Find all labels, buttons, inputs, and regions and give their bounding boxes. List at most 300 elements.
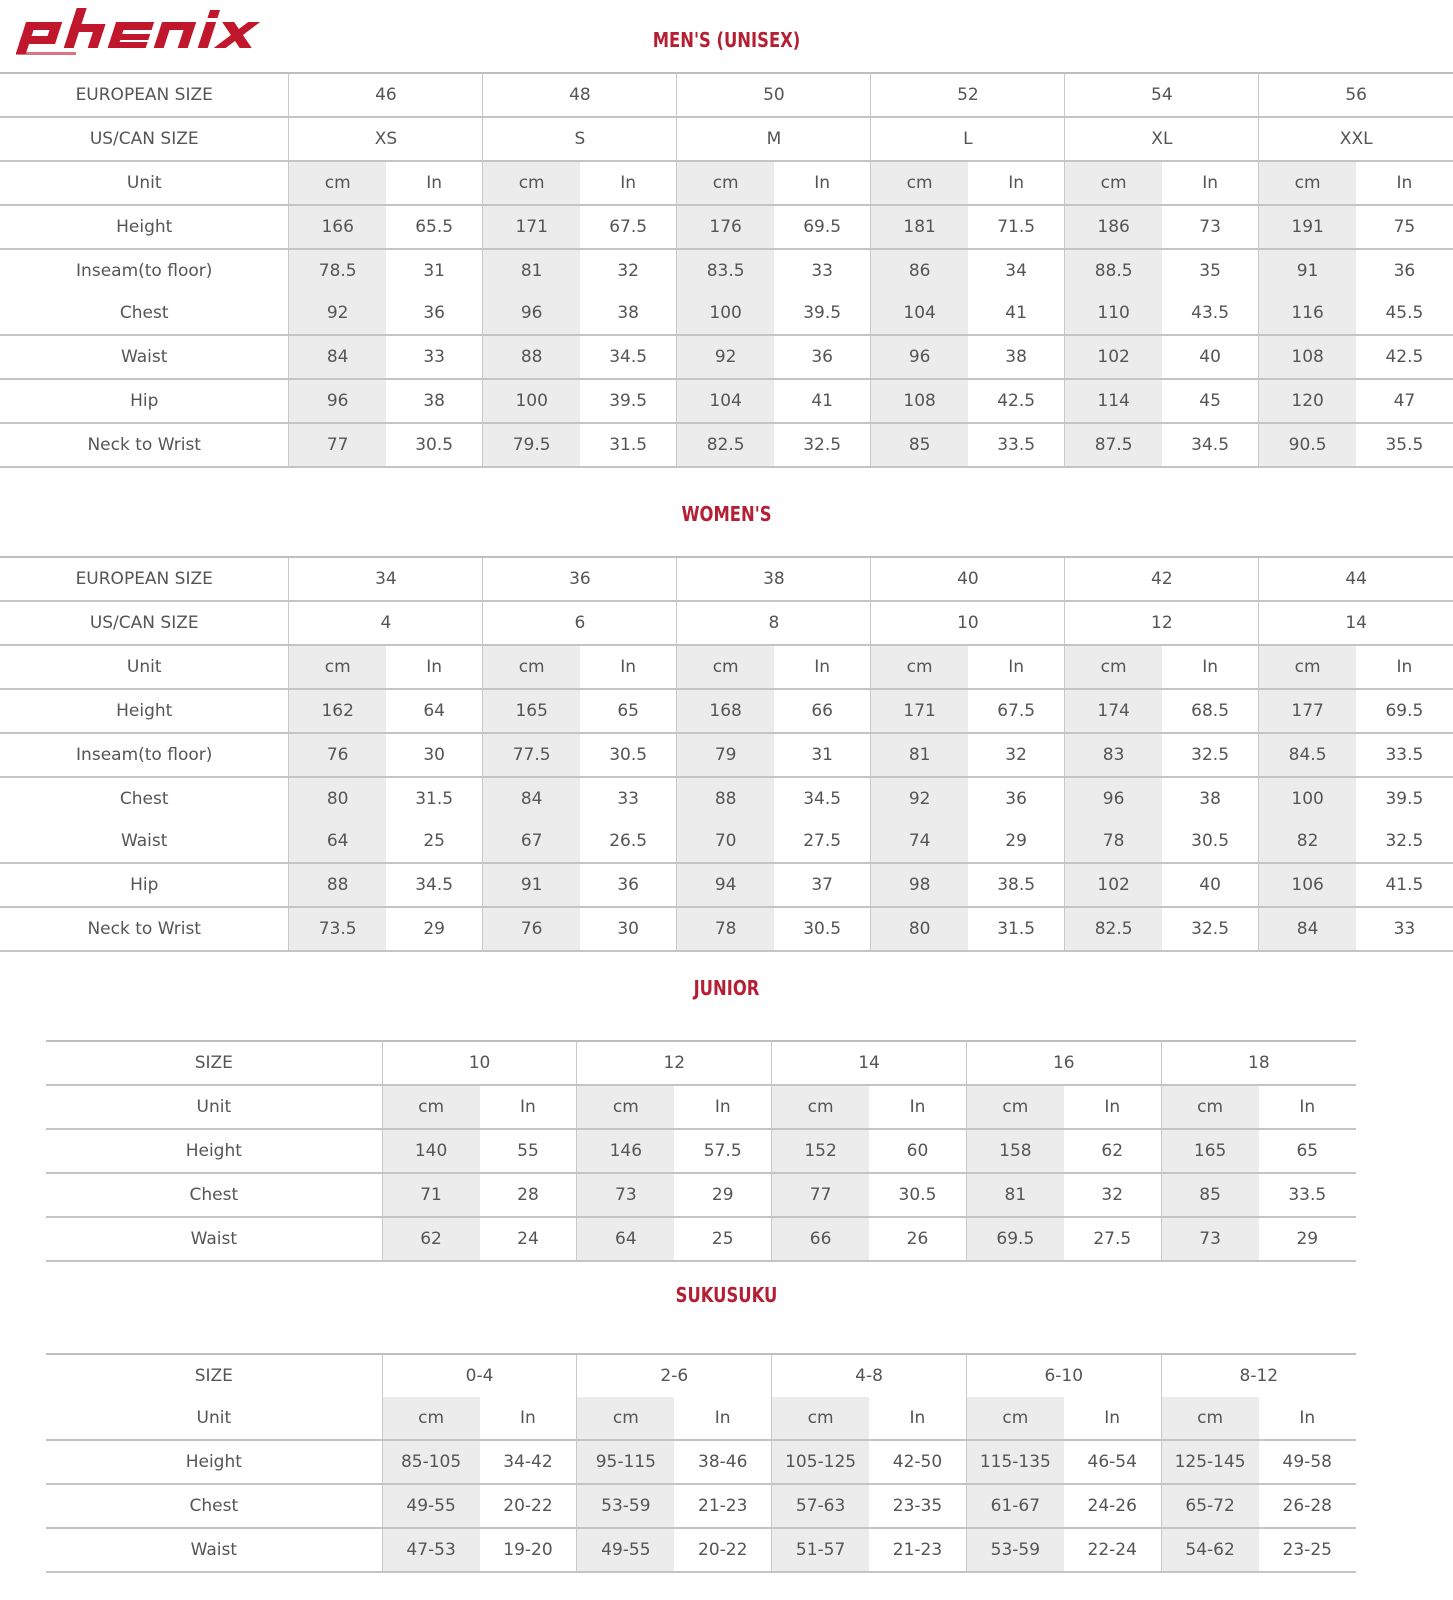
value-cm: 181 (871, 205, 968, 249)
value-in: 39.5 (774, 292, 871, 335)
row-label: Unit (0, 645, 289, 689)
value-cm: 73.5 (289, 907, 386, 951)
size-value: 44 (1259, 557, 1453, 601)
size-header-row (0, 73, 1453, 117)
value-cm: 54-62 (1161, 1528, 1258, 1572)
size-value: 12 (577, 1041, 772, 1085)
value-cm: 106 (1259, 863, 1356, 907)
unit-cm: cm (1161, 1397, 1258, 1440)
value-in: 32 (580, 249, 677, 292)
unit-cm: cm (871, 645, 968, 689)
row-label: Unit (46, 1085, 382, 1129)
value-in: 30 (386, 733, 483, 777)
value-in: 23-25 (1259, 1528, 1356, 1572)
value-cm: 96 (871, 335, 968, 379)
size-value: 8 (677, 601, 871, 645)
unit-cm: cm (1161, 1085, 1258, 1129)
value-in: 42.5 (1356, 335, 1453, 379)
unit-cm: cm (289, 161, 386, 205)
value-in: 29 (386, 907, 483, 951)
value-in: 29 (968, 820, 1065, 863)
value-cm: 78.5 (289, 249, 386, 292)
value-in: 33.5 (968, 423, 1065, 467)
value-in: 20-22 (674, 1528, 771, 1572)
row-label: Waist (0, 335, 289, 379)
unit-cm: cm (966, 1397, 1063, 1440)
value-in: 67.5 (968, 689, 1065, 733)
value-cm: 165 (1161, 1129, 1258, 1173)
value-in: 45 (1162, 379, 1259, 423)
row-label: Height (46, 1440, 382, 1484)
size-value: 16 (966, 1041, 1161, 1085)
row-label: Neck to Wrist (0, 907, 289, 951)
value-cm: 74 (871, 820, 968, 863)
value-cm: 83.5 (677, 249, 774, 292)
unit-cm: cm (483, 645, 580, 689)
junior-size-table (46, 1040, 1356, 1262)
value-in: 33 (580, 777, 677, 820)
value-cm: 78 (677, 907, 774, 951)
row-label: EUROPEAN SIZE (0, 73, 289, 117)
measurement-row (0, 379, 1453, 423)
value-cm: 86 (871, 249, 968, 292)
value-cm: 71 (382, 1173, 479, 1217)
unit-cm: cm (966, 1085, 1063, 1129)
size-header-row (46, 1041, 1356, 1085)
value-in: 27.5 (774, 820, 871, 863)
value-in: 30.5 (386, 423, 483, 467)
value-cm: 57-63 (772, 1484, 869, 1528)
value-in: 55 (480, 1129, 577, 1173)
row-label: Unit (46, 1397, 382, 1440)
size-header-row (0, 601, 1453, 645)
value-in: 24 (480, 1217, 577, 1261)
value-cm: 84 (483, 777, 580, 820)
value-in: 36 (386, 292, 483, 335)
value-in: 71.5 (968, 205, 1065, 249)
value-in: 38 (580, 292, 677, 335)
value-in: 42.5 (968, 379, 1065, 423)
measurement-row (46, 1217, 1356, 1261)
unit-in: In (674, 1397, 771, 1440)
value-cm: 158 (966, 1129, 1063, 1173)
value-in: 41 (774, 379, 871, 423)
value-in: 21-23 (869, 1528, 966, 1572)
size-value: 14 (1259, 601, 1453, 645)
value-in: 33 (386, 335, 483, 379)
row-label: Chest (46, 1173, 382, 1217)
row-label: Height (46, 1129, 382, 1173)
value-cm: 47-53 (382, 1528, 479, 1572)
size-value: 42 (1065, 557, 1259, 601)
size-value: 6-10 (966, 1354, 1161, 1397)
size-value: 8-12 (1161, 1354, 1356, 1397)
size-value: 0-4 (382, 1354, 577, 1397)
value-in: 34.5 (1162, 423, 1259, 467)
size-value: XL (1065, 117, 1259, 161)
value-cm: 61-67 (966, 1484, 1063, 1528)
size-value: 14 (772, 1041, 967, 1085)
value-cm: 166 (289, 205, 386, 249)
value-cm: 49-55 (382, 1484, 479, 1528)
unit-cm: cm (772, 1085, 869, 1129)
unit-cm: cm (677, 645, 774, 689)
value-cm: 95-115 (577, 1440, 674, 1484)
value-in: 34.5 (386, 863, 483, 907)
value-cm: 82.5 (677, 423, 774, 467)
value-cm: 140 (382, 1129, 479, 1173)
value-in: 68.5 (1162, 689, 1259, 733)
unit-in: In (774, 161, 871, 205)
value-cm: 64 (289, 820, 386, 863)
value-cm: 102 (1065, 335, 1162, 379)
row-label: US/CAN SIZE (0, 117, 289, 161)
value-in: 43.5 (1162, 292, 1259, 335)
value-in: 38 (386, 379, 483, 423)
value-in: 75 (1356, 205, 1453, 249)
value-in: 41 (968, 292, 1065, 335)
value-in: 65 (1259, 1129, 1356, 1173)
measurement-row (0, 733, 1453, 777)
value-cm: 85-105 (382, 1440, 479, 1484)
value-in: 69.5 (1356, 689, 1453, 733)
row-label: SIZE (46, 1354, 382, 1397)
value-cm: 49-55 (577, 1528, 674, 1572)
value-cm: 96 (1065, 777, 1162, 820)
size-value: 12 (1065, 601, 1259, 645)
measurement-row (46, 1484, 1356, 1528)
size-value: 10 (382, 1041, 577, 1085)
value-cm: 73 (1161, 1217, 1258, 1261)
value-in: 25 (386, 820, 483, 863)
value-in: 39.5 (1356, 777, 1453, 820)
value-cm: 79.5 (483, 423, 580, 467)
unit-row (0, 645, 1453, 689)
size-value: S (483, 117, 677, 161)
value-in: 31 (386, 249, 483, 292)
value-in: 32.5 (1356, 820, 1453, 863)
junior-title: JUNIOR (693, 976, 760, 1000)
size-value: 54 (1065, 73, 1259, 117)
value-cm: 92 (871, 777, 968, 820)
size-header-row (0, 557, 1453, 601)
size-value: 10 (871, 601, 1065, 645)
value-cm: 51-57 (772, 1528, 869, 1572)
value-cm: 64 (577, 1217, 674, 1261)
unit-in: In (674, 1085, 771, 1129)
value-cm: 70 (677, 820, 774, 863)
unit-in: In (1259, 1085, 1356, 1129)
size-value: 34 (289, 557, 483, 601)
value-in: 60 (869, 1129, 966, 1173)
value-in: 33.5 (1259, 1173, 1356, 1217)
value-in: 36 (1356, 249, 1453, 292)
size-value: M (677, 117, 871, 161)
value-cm: 110 (1065, 292, 1162, 335)
value-cm: 79 (677, 733, 774, 777)
unit-in: In (968, 161, 1065, 205)
value-cm: 100 (1259, 777, 1356, 820)
row-label: Unit (0, 161, 289, 205)
value-in: 47 (1356, 379, 1453, 423)
value-cm: 174 (1065, 689, 1162, 733)
value-in: 45.5 (1356, 292, 1453, 335)
row-label: Chest (119, 789, 169, 809)
value-cm: 104 (677, 379, 774, 423)
measurement-row (46, 1528, 1356, 1572)
value-cm: 69.5 (966, 1217, 1063, 1261)
value-in: 32 (968, 733, 1065, 777)
row-label: Chest (46, 1484, 382, 1528)
value-cm: 82 (1259, 820, 1356, 863)
measurement-row (46, 1440, 1356, 1484)
value-in: 31.5 (968, 907, 1065, 951)
value-cm: 84 (1259, 907, 1356, 951)
unit-cm: cm (577, 1085, 674, 1129)
row-label: Height (0, 689, 289, 733)
value-cm: 73 (577, 1173, 674, 1217)
value-in: 27.5 (1064, 1217, 1161, 1261)
value-cm: 177 (1259, 689, 1356, 733)
value-in: 65.5 (386, 205, 483, 249)
value-in: 39.5 (580, 379, 677, 423)
value-cm: 85 (1161, 1173, 1258, 1217)
unit-cm: cm (577, 1397, 674, 1440)
value-in: 25 (674, 1217, 771, 1261)
value-cm: 78 (1065, 820, 1162, 863)
value-cm: 91 (1259, 249, 1356, 292)
value-in: 23-35 (869, 1484, 966, 1528)
row-label: US/CAN SIZE (0, 601, 289, 645)
unit-in: In (580, 645, 677, 689)
value-cm: 87.5 (1065, 423, 1162, 467)
size-value: 4 (289, 601, 483, 645)
value-cm: 165 (483, 689, 580, 733)
unit-in: In (1356, 645, 1453, 689)
value-cm: 80 (289, 777, 386, 820)
value-in: 46-54 (1064, 1440, 1161, 1484)
size-value: 18 (1161, 1041, 1356, 1085)
unit-in: In (580, 161, 677, 205)
value-cm: 168 (677, 689, 774, 733)
measurement-row (46, 1129, 1356, 1173)
unit-cm: cm (871, 161, 968, 205)
value-cm: 176 (677, 205, 774, 249)
value-cm: 88 (677, 777, 774, 820)
value-cm: 80 (871, 907, 968, 951)
value-in: 20-22 (480, 1484, 577, 1528)
unit-row (46, 1397, 1356, 1440)
value-cm: 92 (289, 292, 386, 335)
value-cm: 65-72 (1161, 1484, 1258, 1528)
value-in: 30.5 (1162, 820, 1259, 863)
value-in: 33 (1356, 907, 1453, 951)
value-in: 29 (674, 1173, 771, 1217)
value-in: 24-26 (1064, 1484, 1161, 1528)
value-cm: 88 (289, 863, 386, 907)
value-in: 32 (1064, 1173, 1161, 1217)
size-value: 46 (289, 73, 483, 117)
value-cm: 94 (677, 863, 774, 907)
value-in: 34 (968, 249, 1065, 292)
size-value: 40 (871, 557, 1065, 601)
value-cm: 152 (772, 1129, 869, 1173)
value-cm: 120 (1259, 379, 1356, 423)
value-in: 64 (386, 689, 483, 733)
value-in: 30.5 (774, 907, 871, 951)
value-in: 38-46 (674, 1440, 771, 1484)
unit-in: In (774, 645, 871, 689)
unit-cm: cm (382, 1397, 479, 1440)
unit-in: In (1162, 161, 1259, 205)
value-cm: 88.5 (1065, 249, 1162, 292)
value-in: 40 (1162, 863, 1259, 907)
value-cm: 76 (483, 907, 580, 951)
unit-in: In (386, 645, 483, 689)
value-cm: 53-59 (966, 1528, 1063, 1572)
value-in: 34.5 (774, 777, 871, 820)
measurement-row (0, 689, 1453, 733)
value-in: 31.5 (580, 423, 677, 467)
unit-in: In (1064, 1397, 1161, 1440)
value-in: 67.5 (580, 205, 677, 249)
value-in: 66 (774, 689, 871, 733)
value-in: 34-42 (480, 1440, 577, 1484)
value-cm: 92 (677, 335, 774, 379)
value-in: 30.5 (869, 1173, 966, 1217)
measurement-row (0, 907, 1453, 951)
unit-cm: cm (1259, 161, 1356, 205)
unit-in: In (869, 1397, 966, 1440)
measurement-row (0, 423, 1453, 467)
size-value: 4-8 (772, 1354, 967, 1397)
unit-in: In (1064, 1085, 1161, 1129)
unit-in: In (386, 161, 483, 205)
unit-row (46, 1085, 1356, 1129)
row-label: Hip (0, 379, 289, 423)
measurement-row (0, 205, 1453, 249)
value-cm: 96 (483, 292, 580, 335)
value-cm: 125-145 (1161, 1440, 1258, 1484)
value-cm: 81 (483, 249, 580, 292)
size-value: XS (289, 117, 483, 161)
value-in: 32.5 (1162, 907, 1259, 951)
value-cm: 171 (483, 205, 580, 249)
value-cm: 77 (289, 423, 386, 467)
value-cm: 108 (871, 379, 968, 423)
value-cm: 84 (289, 335, 386, 379)
unit-cm: cm (772, 1397, 869, 1440)
value-cm: 77.5 (483, 733, 580, 777)
value-cm: 62 (382, 1217, 479, 1261)
size-value: L (871, 117, 1065, 161)
measurement-row (0, 777, 1453, 820)
size-value: 36 (483, 557, 677, 601)
size-value: 6 (483, 601, 677, 645)
value-cm: 76 (289, 733, 386, 777)
value-cm: 96 (289, 379, 386, 423)
size-value: 52 (871, 73, 1065, 117)
value-cm: 108 (1259, 335, 1356, 379)
value-in: 26 (869, 1217, 966, 1261)
size-value: 2-6 (577, 1354, 772, 1397)
value-cm: 53-59 (577, 1484, 674, 1528)
measurement-row (0, 292, 1453, 335)
value-cm: 66 (772, 1217, 869, 1261)
value-in: 38 (968, 335, 1065, 379)
value-in: 37 (774, 863, 871, 907)
unit-in: In (1162, 645, 1259, 689)
value-cm: 102 (1065, 863, 1162, 907)
row-label: Waist (46, 1217, 382, 1261)
value-cm: 100 (677, 292, 774, 335)
value-cm: 85 (871, 423, 968, 467)
unit-cm: cm (1259, 645, 1356, 689)
value-in: 42-50 (869, 1440, 966, 1484)
value-cm: 105-125 (772, 1440, 869, 1484)
value-in: 38.5 (968, 863, 1065, 907)
value-in: 35.5 (1356, 423, 1453, 467)
value-cm: 186 (1065, 205, 1162, 249)
row-label: Height (0, 205, 289, 249)
value-in: 69.5 (774, 205, 871, 249)
value-cm: 77 (772, 1173, 869, 1217)
value-cm: 104 (871, 292, 968, 335)
value-in: 31 (774, 733, 871, 777)
value-in: 31.5 (386, 777, 483, 820)
value-in: 36 (968, 777, 1065, 820)
value-in: 65 (580, 689, 677, 733)
row-label: Waist (0, 820, 289, 863)
value-in: 33.5 (1356, 733, 1453, 777)
value-in: 32.5 (774, 423, 871, 467)
size-value: 38 (677, 557, 871, 601)
value-cm: 191 (1259, 205, 1356, 249)
value-cm: 84.5 (1259, 733, 1356, 777)
value-cm: 114 (1065, 379, 1162, 423)
value-in: 29 (1259, 1217, 1356, 1261)
measurement-row (0, 249, 1453, 292)
value-in: 30.5 (580, 733, 677, 777)
value-in: 26-28 (1259, 1484, 1356, 1528)
measurement-row (46, 1173, 1356, 1217)
value-cm: 115-135 (966, 1440, 1063, 1484)
value-cm: 98 (871, 863, 968, 907)
value-in: 34.5 (580, 335, 677, 379)
value-in: 30 (580, 907, 677, 951)
unit-in: In (1259, 1397, 1356, 1440)
value-in: 38 (1162, 777, 1259, 820)
value-cm: 67 (483, 820, 580, 863)
row-label: Hip (0, 863, 289, 907)
value-cm: 91 (483, 863, 580, 907)
unit-cm: cm (677, 161, 774, 205)
value-in: 57.5 (674, 1129, 771, 1173)
unit-in: In (480, 1397, 577, 1440)
value-cm: 81 (871, 733, 968, 777)
value-cm: 90.5 (1259, 423, 1356, 467)
value-cm: 162 (289, 689, 386, 733)
value-cm: 146 (577, 1129, 674, 1173)
value-in: 33 (774, 249, 871, 292)
value-cm: 81 (966, 1173, 1063, 1217)
unit-row (0, 161, 1453, 205)
unit-in: In (480, 1085, 577, 1129)
value-in: 73 (1162, 205, 1259, 249)
mens-title: MEN'S (UNISEX) (652, 28, 801, 52)
row-label: Waist (46, 1528, 382, 1572)
row-label: SIZE (46, 1041, 382, 1085)
